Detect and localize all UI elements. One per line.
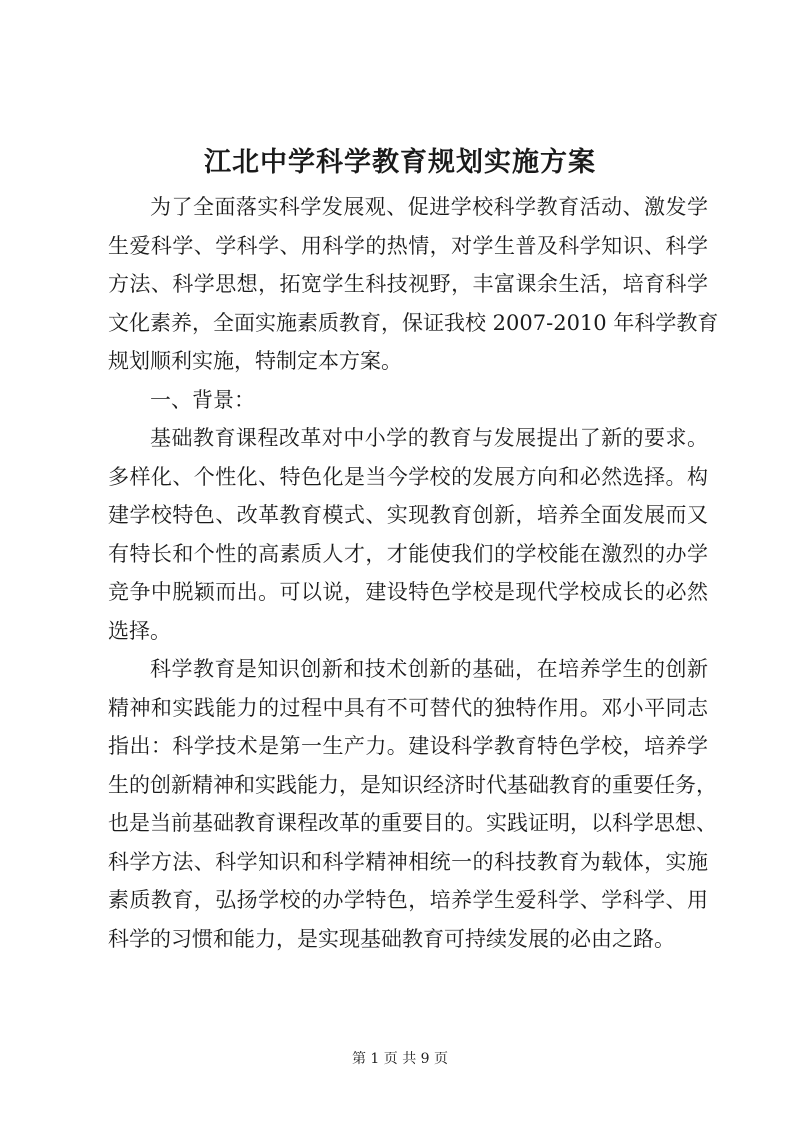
text-line: 基础教育课程改革对中小学的教育与发展提出了新的要求。 [150,426,708,450]
text-line: 竞争中脱颖而出。可以说，建设特色学校是现代学校成长的必然 [108,580,708,604]
text-line: 一、背景： [150,387,255,412]
text-line: 为了全面落实科学发展观、促进学校科学教育活动、激发学 [150,195,708,219]
text-line: 生爱科学、学科学、用科学的热情，对学生普及科学知识、科学 [108,233,708,258]
paragraph-background [108,419,708,650]
paragraph-intro [108,188,719,381]
page-footer: 第 1 页 共 9 页 [351,1051,449,1067]
text-line: 指出：科学技术是第一生产力。建设科学教育特色学校，培养学 [108,734,708,758]
text-line: 建学校特色、改革教育模式、实现教育创新，培养全面发展而又 [108,503,708,527]
paragraph-science-education [108,650,717,958]
text-line: 选择。 [108,618,171,643]
document-title: 江北中学科学教育规划实施方案 [204,147,596,178]
text-line: 规划顺利实施，特制定本方案。 [108,349,402,373]
text-line: 科学教育是知识创新和技术创新的基础，在培养学生的创新 [150,657,708,681]
text-line: 多样化、个性化、特色化是当今学校的发展方向和必然选择。构 [108,464,708,489]
text-line: 生的创新精神和实践能力，是知识经济时代基础教育的重要任务， [108,772,717,797]
text-line: 有特长和个性的高素质人才，才能使我们的学校能在激烈的办学 [108,541,708,566]
text-line: 方法、科学思想，拓宽学生科技视野，丰富课余生活，培育科学 [108,272,708,296]
text-line: 科学方法、科学知识和科学精神相统一的科技教育为载体，实施 [108,849,708,874]
section-heading-background [108,381,708,420]
document-body [108,188,719,958]
text-line: 精神和实践能力的过程中具有不可替代的独特作用。邓小平同志 [108,695,708,720]
text-line: 文化素养，全面实施素质教育，保证我校 2007-2010 年科学教育 [108,310,719,335]
text-line: 也是当前基础教育课程改革的重要目的。实践证明，以科学思想、 [108,811,717,835]
text-line: 素质教育，弘扬学校的办学特色，培养学生爱科学、学科学、用 [108,888,708,912]
text-line: 科学的习惯和能力，是实现基础教育可持续发展的必由之路。 [108,926,675,951]
